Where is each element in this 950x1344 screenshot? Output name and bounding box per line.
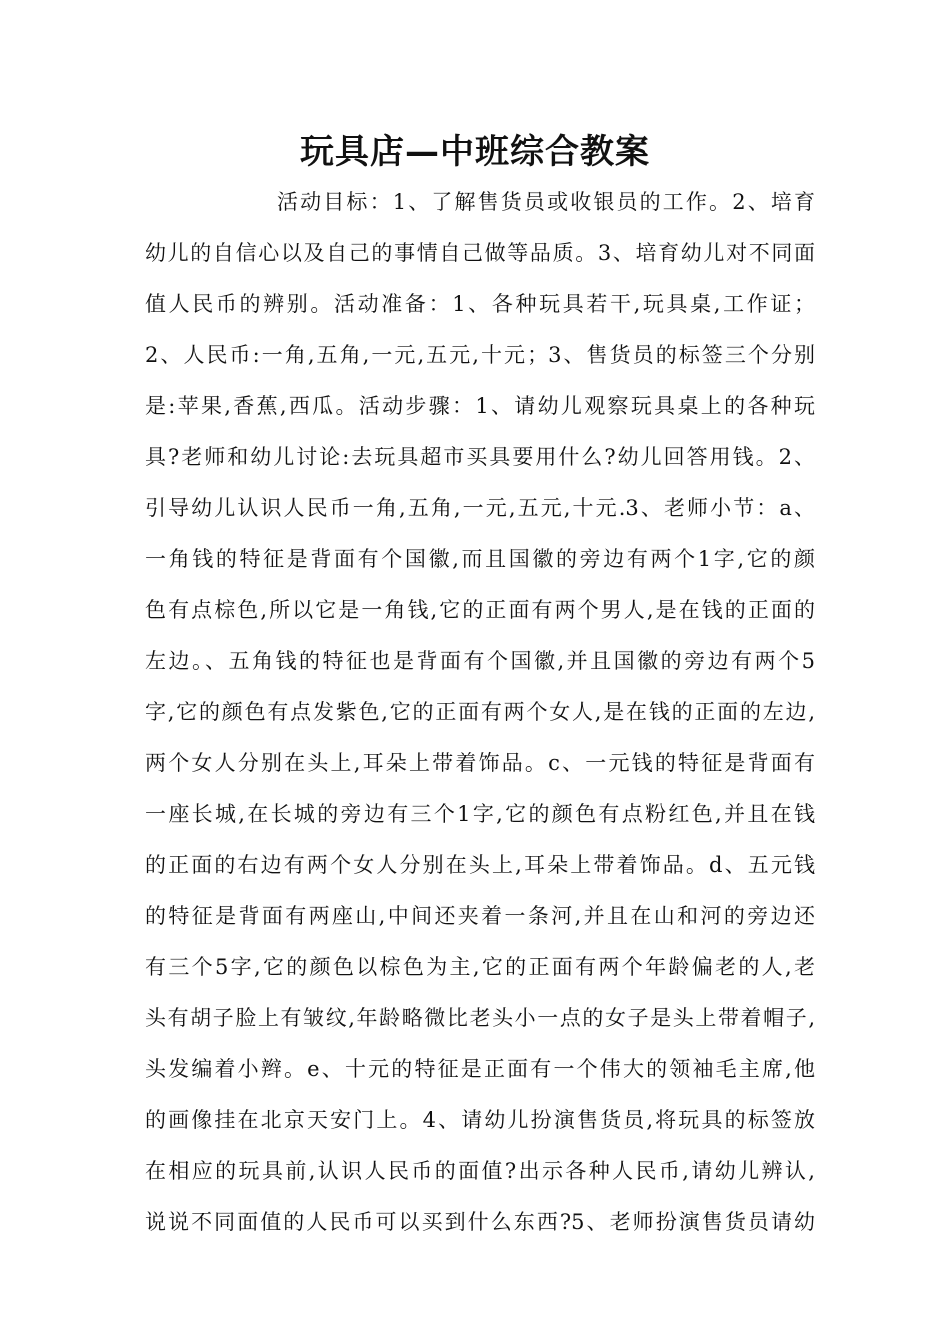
body-line: 值人民币的辨别。活动准备：1、各种玩具若干,玩具桌,工作证； (145, 292, 815, 316)
body-line: 具?老师和幼儿讨论:去玩具超市买具要用什么?幼儿回答用钱。2、 (145, 445, 815, 469)
body-line: 2、人民币:一角,五角,一元,五元,十元；3、售货员的标签三个分别 (145, 343, 815, 367)
body-line: 的正面的右边有两个女人分别在头上,耳朵上带着饰品。d、五元钱 (145, 853, 815, 877)
document-body (145, 182, 815, 1253)
body-line: 的画像挂在北京天安门上。4、请幼儿扮演售货员,将玩具的标签放 (145, 1108, 815, 1132)
body-line: 是:苹果,香蕉,西瓜。活动步骤：1、请幼儿观察玩具桌上的各种玩 (145, 394, 815, 418)
body-line: 的特征是背面有两座山,中间还夹着一条河,并且在山和河的旁边还 (145, 904, 815, 928)
body-line: 头有胡子脸上有皱纹,年龄略微比老头小一点的女子是头上带着帽子, (145, 1006, 815, 1030)
body-line: 字,它的颜色有点发紫色,它的正面有两个女人,是在钱的正面的左边, (145, 700, 815, 724)
body-line: 一座长城,在长城的旁边有三个1字,它的颜色有点粉红色,并且在钱 (145, 802, 815, 826)
document-title: 玩具店—中班综合教案 (300, 132, 650, 172)
body-line: 色有点棕色,所以它是一角钱,它的正面有两个男人,是在钱的正面的 (145, 598, 815, 622)
body-line: 左边。、五角钱的特征也是背面有个国徽,并且国徽的旁边有两个5 (145, 649, 815, 673)
body-line: 一角钱的特征是背面有个国徽,而且国徽的旁边有两个1字,它的颜 (145, 547, 815, 571)
body-line: 说说不同面值的人民币可以买到什么东西?5、老师扮演售货员请幼 (145, 1210, 815, 1234)
body-line: 幼儿的自信心以及自己的事情自己做等品质。3、培育幼儿对不同面 (145, 241, 815, 265)
body-line: 引导幼儿认识人民币一角,五角,一元,五元,十元.3、老师小节：a、 (145, 496, 815, 520)
body-line: 两个女人分别在头上,耳朵上带着饰品。c、一元钱的特征是背面有 (145, 751, 815, 775)
body-line: 有三个5字,它的颜色以棕色为主,它的正面有两个年龄偏老的人,老 (145, 955, 815, 979)
body-line: 活动目标：1、了解售货员或收银员的工作。2、培育 (277, 190, 815, 214)
body-line: 在相应的玩具前,认识人民币的面值?出示各种人民币,请幼儿辨认, (145, 1159, 815, 1183)
body-line: 头发编着小辫。e、十元的特征是正面有一个伟大的领袖毛主席,他 (145, 1057, 815, 1081)
